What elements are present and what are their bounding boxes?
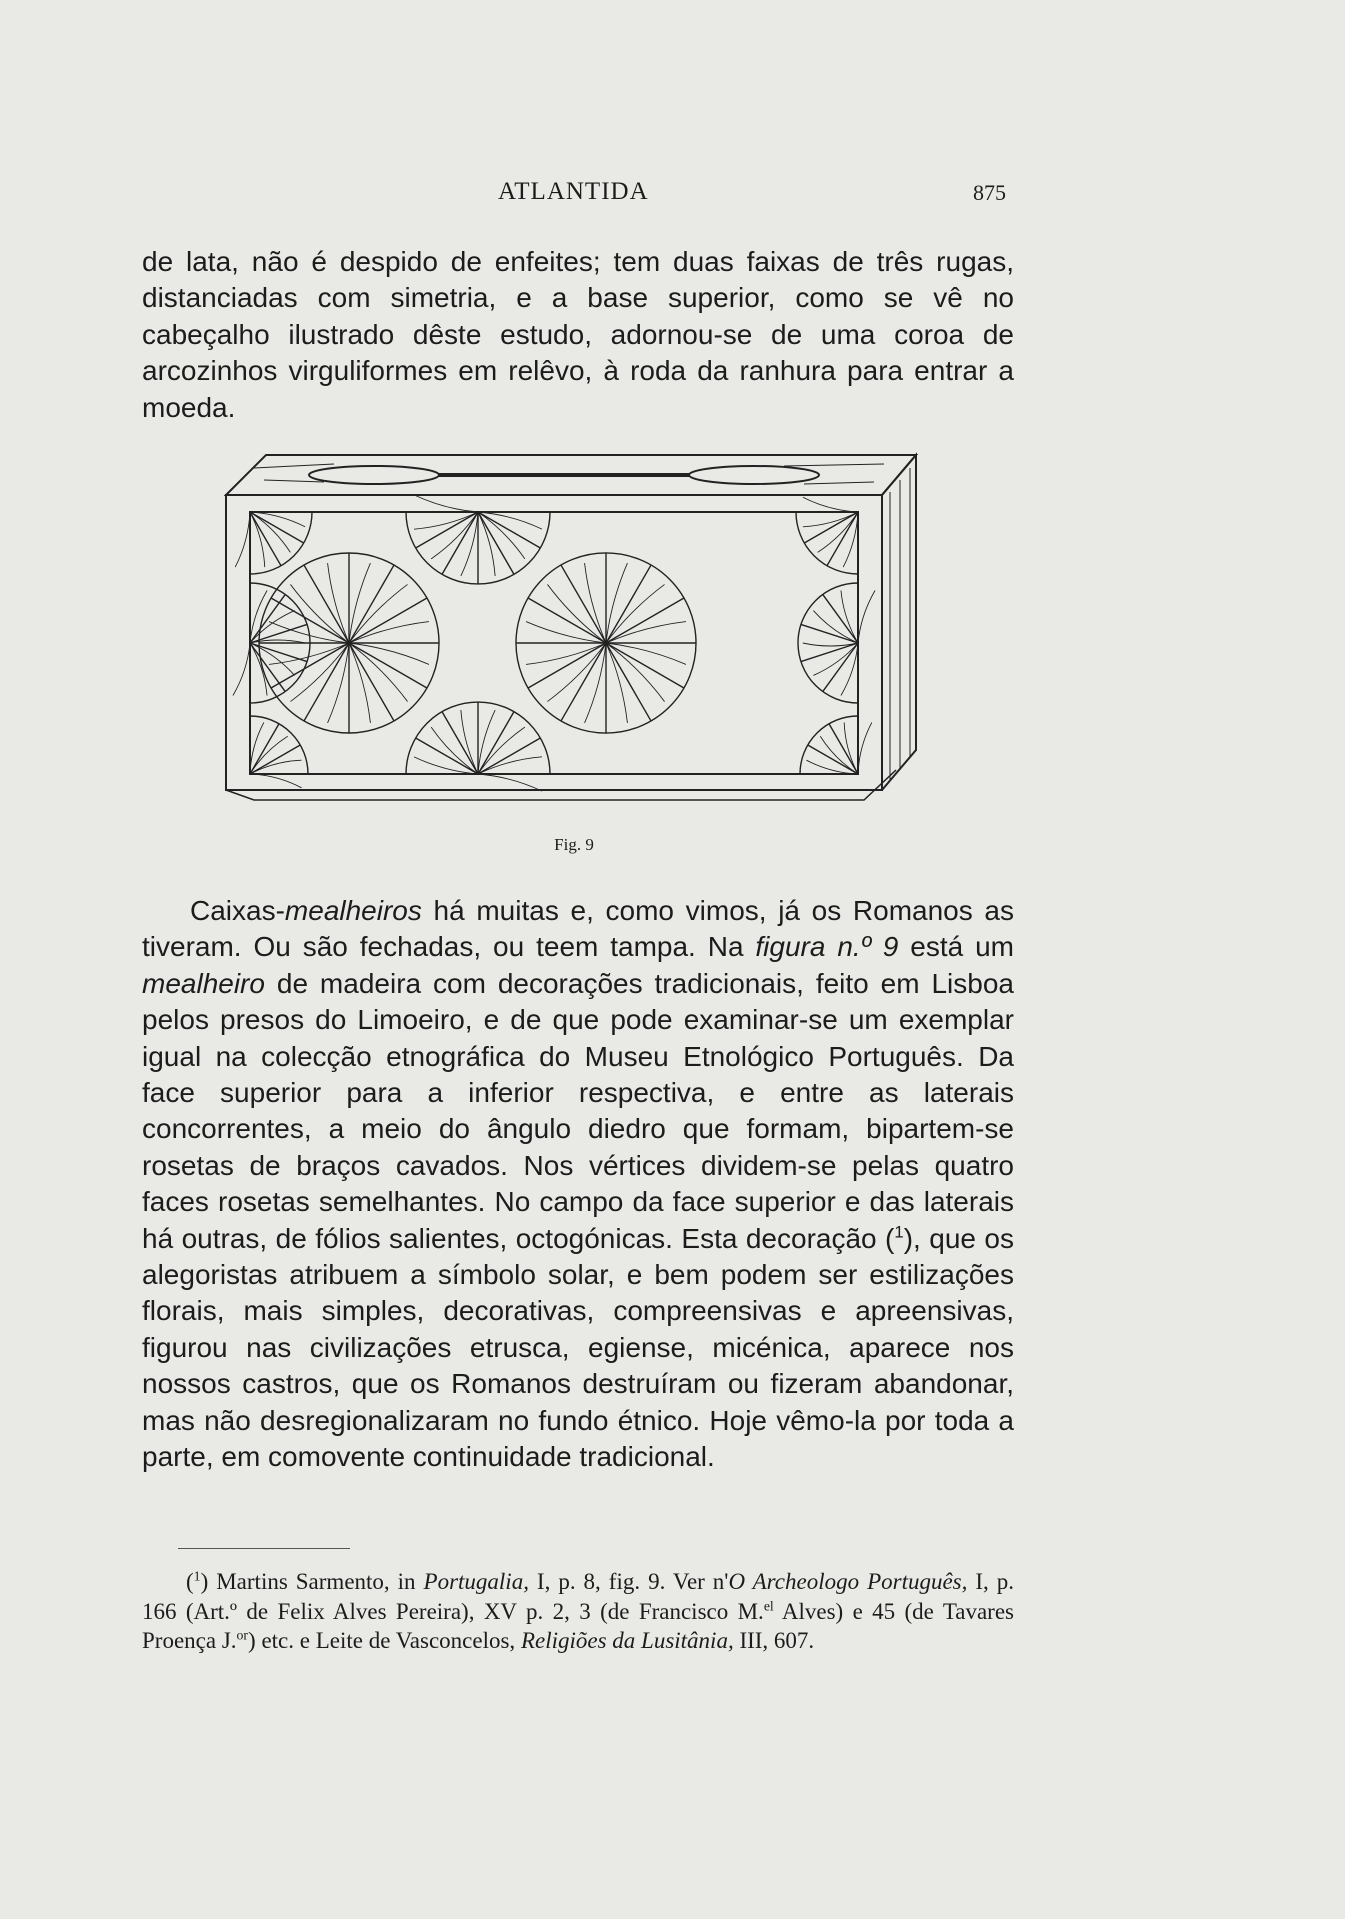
corner-rosette-bottom-right [800, 716, 872, 774]
figure-caption: Fig. 9 [554, 835, 594, 854]
text-run: ), que os alegoristas atribuem a símbolo solar, e bem podem ser estilizações florais, mais simples, decorativas, compreensivas e apreensivas, figurou nas civilizações etrusca, egiense, micénica, aparece nos nossos castros, que os Romanos destruíram ou fizeram abandonar, mas não desregionalizaram no fundo étnico. Hoje vêmo-la por toda a parte, em comovente continuidade tradicional. [142, 1222, 1014, 1473]
page-number: 875 [973, 180, 1006, 205]
text-run: I, p. 8, fig. 9. Ver n' [528, 1569, 729, 1594]
paragraph-1: de lata, não é despido de enfeites; tem duas faixas de três rugas, distanciadas com simetria, e a base superior, como se vê no cabeçalho ilustrado dêste estudo, adornou-se de uma coroa de arcozinhos virguliformes em relêvo, à roda da ranhura para entrar a moeda. [142, 246, 1014, 423]
corner-rosette-top-left [235, 512, 312, 574]
money-box-illustration [224, 450, 924, 830]
corner-rosette-top-right [796, 497, 858, 574]
italic-term: mealheiros [284, 895, 422, 926]
figure-reference: figura n.º 9 [755, 931, 899, 963]
text-run: Alves) e 45 (de Tavares Proença J. [142, 1598, 1015, 1653]
text-run: ) etc. e Leite de Vasconcelos, [248, 1628, 521, 1653]
italic-title: Religiões da Lusitânia, [520, 1628, 734, 1653]
text-run: I, p. 166 (Art.º de Felix Alves Pereira), XV p. 2, 3 (de Francisco M. [142, 1569, 1014, 1624]
running-title: ATLANTIDA [498, 178, 649, 205]
footnote: ($^1$) Martins Sarmento, in Portugalia, I, p. 8, fig. 9. Ver n'O Archeologo Português, I, p. 166 (Art.º de Felix Alves Pereira), XV p. 2, 3 (de Francisco M.$^{el}$ Alves) e 45 (de Tavares Proença J.$^{or}$) etc. e Leite de Vasconcelos, Religiões da Lusitânia, III, 607. [142, 1568, 1015, 1653]
page-header [140, 178, 1020, 218]
paragraph-2 [142, 893, 1014, 1476]
text-run: há muitas e, como vimos, já os Romanos as tiveram. Ou são fechadas, ou teem tampa. Na [142, 895, 1014, 963]
half-rosette-bottom [406, 702, 550, 791]
italic-title: Portugalia, [423, 1569, 529, 1594]
superscript: el [763, 1597, 774, 1613]
half-rosette-right [798, 583, 875, 703]
figure-9 [224, 450, 924, 854]
text-run: Martins Sarmento, in [208, 1569, 424, 1594]
italic-term: mealheiro [142, 967, 265, 999]
rosette-right [516, 553, 696, 733]
italic-title: O Archeologo Português, [728, 1569, 968, 1594]
footnote-marker: 1 [894, 1222, 904, 1242]
corner-rosette-bottom-left [250, 716, 308, 788]
text-run: está um [898, 931, 1014, 963]
footnote-number: 1 [193, 1568, 201, 1584]
text-run: III, 607. [733, 1628, 815, 1653]
text-run: de madeira com decorações tradicionais, feito em Lisboa pelos presos do Limoeiro, e de que pode examinar-se um exemplar igual na colecção etnográfica do Museu Etnológico Português. Da face superior para a inferior respectiva, e entre as laterais concorrentes, a meio do ângulo diedro que formam, bipartem-se rosetas de braços cavados. Nos vértices dividem-se pelas quatro faces rosetas semelhantes. No campo da face superior e das laterais há outras, de fólios salientes, octogónicas. Esta decoração ( [142, 967, 1014, 1254]
text-run: Caixas- [190, 895, 285, 926]
rosette-left [259, 553, 439, 733]
half-rosette-top [406, 495, 550, 584]
footnote-rule [178, 1548, 350, 1549]
superscript: or [236, 1627, 249, 1643]
